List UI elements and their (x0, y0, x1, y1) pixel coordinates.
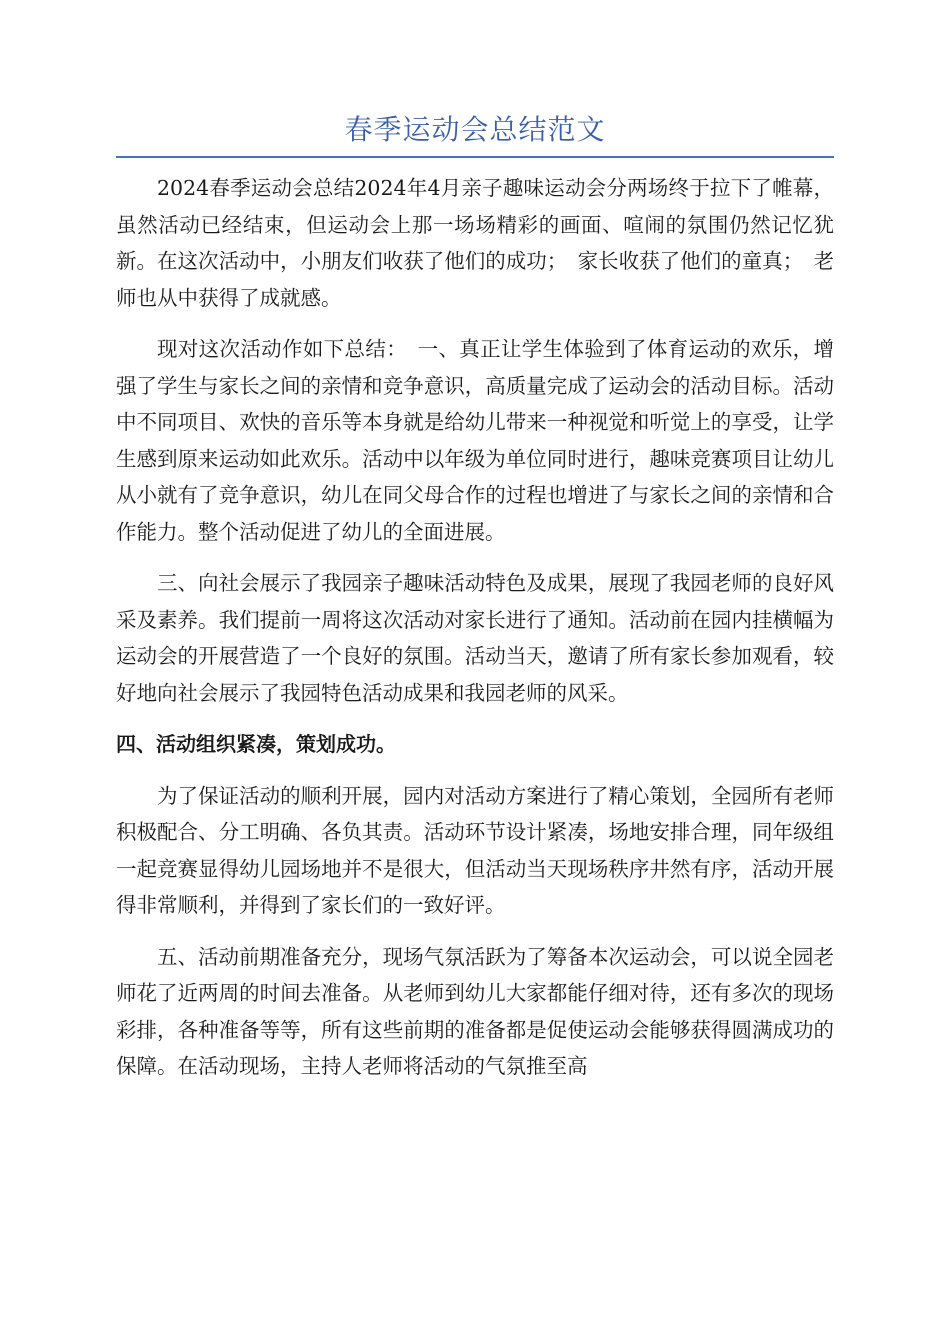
paragraph-intro: 2024春季运动会总结2024年4月亲子趣味运动会分两场终于拉下了帷幕，虽然活动已经结束，但运动会上那一场场精彩的画面、喧闹的氛围仍然记忆犹新。在这次活动中，小朋友们收获了他们的成功； 家长收获了他们的童真； 老师也从中获得了成就感。 (116, 176, 834, 310)
document-body (116, 170, 834, 1085)
section-heading-four: 四、活动组织紧凑，策划成功。 (116, 732, 396, 756)
paragraph-summary: 现对这次活动作如下总结： 一、真正让学生体验到了体育运动的欢乐，增强了学生与家长之间的亲情和竞争意识，高质量完成了运动会的活动目标。活动中不同项目、欢快的音乐等本身就是给幼儿带来一种视觉和听觉上的享受，让学生感到原来运动如此欢乐。活动中以年级为单位同时进行，趣味竞赛项目让幼儿从小就有了竞争意识，幼儿在同父母合作的过程也增进了与家长之间的亲情和合作能力。整个活动促进了幼儿的全面进展。 (116, 337, 834, 544)
document-title: 春季运动会总结范文 (344, 113, 606, 146)
paragraph-section-three: 三、向社会展示了我园亲子趣味活动特色及成果，展现了我园老师的良好风采及素养。我们提前一周将这次活动对家长进行了通知。活动前在园内挂横幅为运动会的开展营造了一个良好的氛围。活动当天，邀请了所有家长参加观看，较好地向社会展示了我园特色活动成果和我园老师的风采。 (116, 571, 834, 705)
paragraph-section-four: 为了保证活动的顺利开展，园内对活动方案进行了精心策划，全园所有老师积极配合、分工明确、各负其责。活动环节设计紧凑，场地安排合理，同年级组一起竞赛显得幼儿园场地并不是很大，但活动当天现场秩序井然有序，活动开展得非常顺利，并得到了家长们的一致好评。 (116, 783, 834, 917)
title-block (116, 110, 834, 158)
paragraph-section-five: 五、活动前期准备充分，现场气氛活跃为了筹备本次运动会，可以说全园老师花了近两周的时间去准备。从老师到幼儿大家都能仔细对待，还有多次的现场彩排，各种准备等等，所有这些前期的准备都是促使运动会能够获得圆满成功的保障。在活动现场，主持人老师将活动的气氛推至高 (116, 944, 834, 1078)
